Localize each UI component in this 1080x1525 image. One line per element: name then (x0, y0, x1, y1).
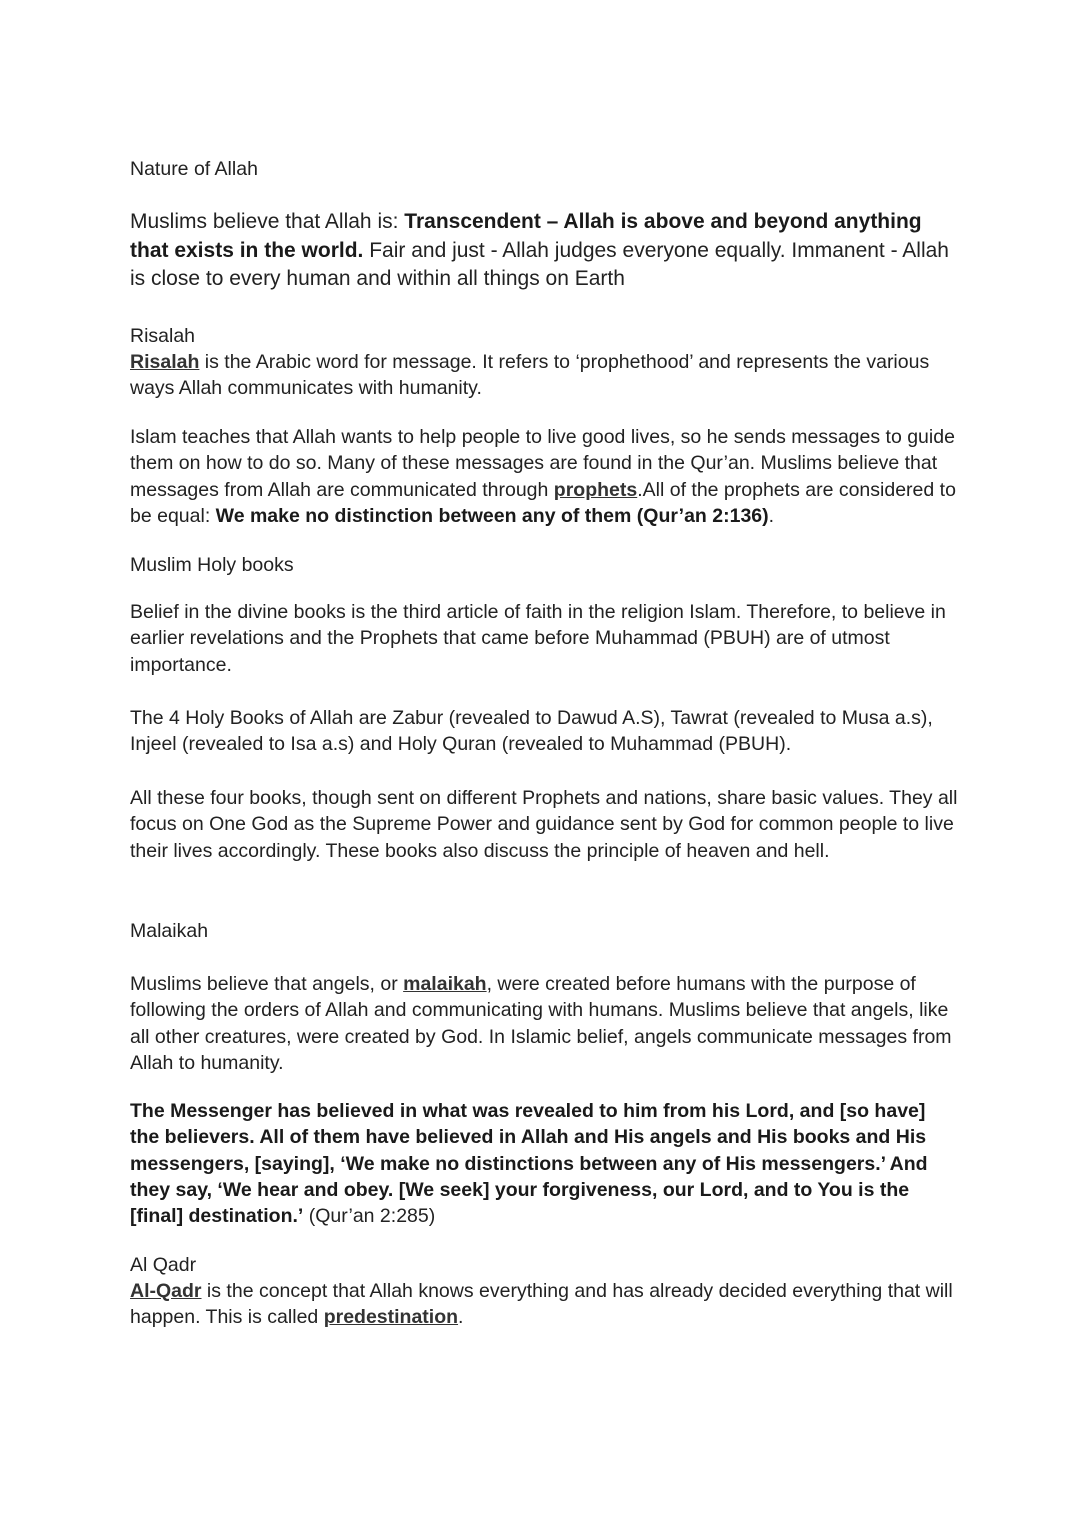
heading-al-qadr: Al Qadr (130, 1254, 197, 1276)
al-qadr-text: is the concept that Allah knows everything and has already decided everything that will happen. This is called (130, 1280, 953, 1329)
paragraph-risalah-definition (130, 349, 960, 402)
paragraph-risalah-prophets (130, 424, 960, 529)
risalah-quote-text: We make no distinction between any of them (Qur’an 2:136) (215, 504, 769, 527)
paragraph-angels (130, 971, 960, 1076)
al-qadr-end-text: . (458, 1306, 464, 1329)
heading-risalah: Risalah (130, 325, 196, 347)
al-qadr-term-link[interactable]: Al-Qadr (130, 1280, 202, 1302)
heading-malaikah: Malaikah (130, 920, 209, 942)
paragraph-four-holy-books: The 4 Holy Books of Allah are Zabur (revealed to Dawud A.S), Tawrat (revealed to Musa a.s), Injeel (revealed to Isa a.s) and Holy Quran (revealed to Muhammad (PBUH). (130, 707, 933, 756)
paragraph-divine-books: Belief in the divine books is the third article of faith in the religion Islam. Therefore, to believe in earlier revelations and the Prophets that came before Muhammad (PBUH) are of utmost importance. (130, 601, 946, 676)
heading-muslim-holy-books: Muslim Holy books (130, 554, 294, 576)
paragraph-quran-quote (130, 1098, 960, 1229)
risalah-definition-text: is the Arabic word for message. It refers to ‘prophethood’ and represents the various ways Allah communicates with humanity. (130, 351, 930, 400)
risalah-term-link[interactable]: Risalah (130, 351, 200, 373)
malaikah-term-link[interactable]: malaikah (403, 973, 487, 995)
heading-nature-of-allah: Nature of Allah (130, 158, 258, 180)
quran-quote-reference: (Qur’an 2:285) (303, 1205, 436, 1228)
angels-after-text: , were created before humans with the purpose of following the orders of Allah and communicating with humans. Muslims believe that angels, like all other creatures, were created by God. In Islamic belief, angels communicate messages from Allah to humanity. (130, 973, 952, 1074)
nature-intro-text: Muslims believe that Allah is: (130, 210, 405, 233)
risalah-equal-text: .All of the prophets are considered to be equal: (130, 478, 956, 527)
nature-transcendent-text: Transcendent – Allah is above and beyond anything that exists in the world. (130, 210, 922, 262)
paragraph-shared-values: All these four books, though sent on different Prophets and nations, share basic values. They all focus on One God as the Supreme Power and guidance sent by God for common people to live their lives accordingly. These books also discuss the principle of heaven and hell. (130, 787, 958, 862)
predestination-link[interactable]: predestination (323, 1306, 459, 1329)
risalah-prophets-text: Islam teaches that Allah wants to help people to live good lives, so he sends messages to guide them on how to do so. Many of these messages are found in the Qur’an. Muslims believe that messages from Allah are communicated through (130, 426, 955, 501)
risalah-end-text: . (768, 504, 775, 527)
prophets-link[interactable]: prophets (553, 478, 638, 501)
paragraph-nature-of-allah (130, 208, 960, 294)
angels-before-text: Muslims believe that angels, or (130, 973, 404, 995)
quran-quote-bold: The Messenger has believed in what was revealed to him from his Lord, and [so have] the believers. All of them have believed in Allah and His angels and His books and His messengers, [saying], ‘We make no distinctions between any of His messengers.’ And they say, ‘We hear and obey. [We seek] your forgiveness, our Lord, and to You is the [final] destination.’ (130, 1100, 928, 1228)
nature-rest-text: Fair and just - Allah judges everyone equally. Immanent - Allah is close to every human and within all things on Earth (130, 238, 949, 290)
paragraph-al-qadr (130, 1278, 960, 1331)
